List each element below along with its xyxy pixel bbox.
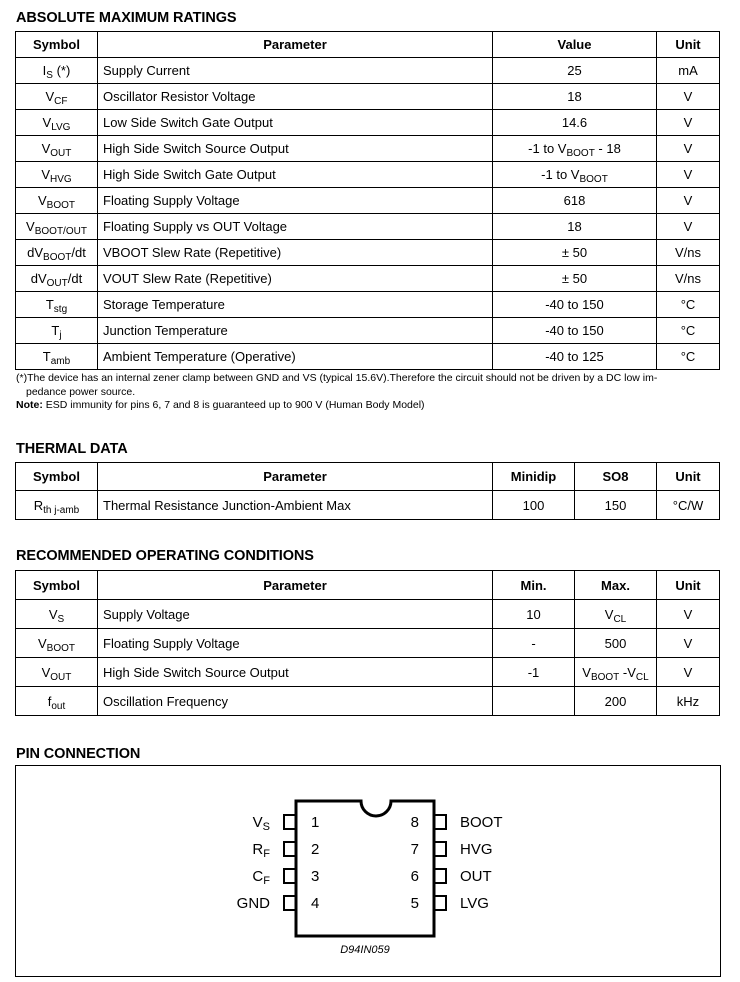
- header-unit: Unit: [657, 32, 720, 58]
- header-symbol: Symbol: [16, 571, 98, 600]
- abs-max-title: ABSOLUTE MAXIMUM RATINGS: [16, 10, 237, 26]
- abs-max-table: [15, 31, 720, 370]
- pin-name: [253, 814, 270, 833]
- max-cell: 200: [575, 687, 657, 716]
- symbol-cell: $V_{OUT}$: [16, 136, 98, 162]
- symbol-cell: $dV_{OUT}/dt$: [16, 266, 98, 292]
- pin-lead: [284, 842, 296, 856]
- unit-cell: V/ns: [657, 266, 720, 292]
- table-row: [16, 292, 720, 318]
- unit-cell: °C/W: [657, 491, 720, 520]
- pin-name: LVG: [460, 895, 489, 912]
- minidip-cell: 100: [493, 491, 575, 520]
- pin-number: 4: [311, 895, 320, 912]
- table-row: [16, 58, 720, 84]
- value-cell: 18: [493, 214, 657, 240]
- pin-lead: [284, 896, 296, 910]
- diagram-code: D94IN059: [340, 944, 390, 956]
- pin-2-left: [252, 841, 319, 860]
- parameter-cell: Floating Supply Voltage: [98, 629, 493, 658]
- parameter-cell: Floating Supply Voltage: [98, 188, 493, 214]
- table-row: [16, 214, 720, 240]
- value-cell: ± 50: [493, 266, 657, 292]
- min-cell: -: [493, 629, 575, 658]
- pin-number: 2: [311, 841, 320, 858]
- table-row: [16, 687, 720, 716]
- parameter-cell: Oscillation Frequency: [98, 687, 493, 716]
- parameter-cell: VBOOT Slew Rate (Repetitive): [98, 240, 493, 266]
- unit-cell: mA: [657, 58, 720, 84]
- value-cell: -40 to 125: [493, 344, 657, 370]
- table-row: [16, 162, 720, 188]
- pin-name: HVG: [460, 841, 493, 858]
- pin-number: 8: [410, 814, 419, 831]
- unit-cell: kHz: [657, 687, 720, 716]
- table-row: [16, 491, 720, 520]
- pin-lead: [434, 896, 446, 910]
- header-minidip: Minidip: [493, 463, 575, 491]
- header-so8: SO8: [575, 463, 657, 491]
- value-cell: -40 to 150: [493, 292, 657, 318]
- symbol-cell: $V_{CF}$: [16, 84, 98, 110]
- value-cell: 618: [493, 188, 657, 214]
- recommended-title: RECOMMENDED OPERATING CONDITIONS: [16, 548, 314, 564]
- table-row: [16, 600, 720, 629]
- footnote-line-2: pedance power source.: [26, 385, 136, 398]
- pin-name: [252, 841, 270, 860]
- pin-name-main: V: [252, 814, 263, 831]
- value-cell: 25: [493, 58, 657, 84]
- symbol-cell: $V_{LVG}$: [16, 110, 98, 136]
- pin-3-left: [252, 868, 319, 887]
- unit-cell: V: [657, 188, 720, 214]
- unit-cell: V: [657, 658, 720, 687]
- symbol-cell: $V_{BOOT}$: [16, 629, 98, 658]
- parameter-cell: Thermal Resistance Junction-Ambient Max: [98, 491, 493, 520]
- table-row: [16, 136, 720, 162]
- value-cell: -1 to $V_{BOOT}$: [493, 162, 657, 188]
- recommended-table: [15, 570, 720, 716]
- header-value: Value: [493, 32, 657, 58]
- pin-7-right: [411, 841, 493, 858]
- recommended-body: [16, 600, 720, 716]
- symbol-cell: $dV_{BOOT}/dt$: [16, 240, 98, 266]
- ic-package-drawing: [16, 766, 720, 976]
- symbol-cell: $V_{BOOT/OUT}$: [16, 214, 98, 240]
- unit-cell: °C: [657, 292, 720, 318]
- pin-6-right: [411, 868, 492, 885]
- pin-name-sub: F: [263, 848, 270, 860]
- min-cell: -1: [493, 658, 575, 687]
- pin-connection-diagram: [15, 765, 721, 977]
- symbol-cell: $V_{BOOT}$: [16, 188, 98, 214]
- parameter-cell: High Side Switch Source Output: [98, 136, 493, 162]
- max-cell: $V_{CL}$: [575, 600, 657, 629]
- abs-max-notes: [16, 372, 728, 413]
- pin-name-sub: F: [263, 875, 270, 887]
- pin-5-right: [411, 895, 489, 912]
- table-row: [16, 318, 720, 344]
- max-cell: $V_{BOOT}$ $-V_{CL}$: [575, 658, 657, 687]
- table-row: [16, 266, 720, 292]
- pin-connection-title: PIN CONNECTION: [16, 746, 141, 762]
- table-row: [16, 84, 720, 110]
- parameter-cell: Supply Voltage: [98, 600, 493, 629]
- table-row: [16, 188, 720, 214]
- symbol-cell: $V_{HVG}$: [16, 162, 98, 188]
- esd-note: [16, 399, 728, 413]
- unit-cell: V/ns: [657, 240, 720, 266]
- parameter-cell: High Side Switch Gate Output: [98, 162, 493, 188]
- parameter-cell: Floating Supply vs OUT Voltage: [98, 214, 493, 240]
- unit-cell: V: [657, 110, 720, 136]
- symbol-cell: $T_{amb}$: [16, 344, 98, 370]
- symbol-cell: $V_S$: [16, 600, 98, 629]
- table-row: [16, 110, 720, 136]
- unit-cell: V: [657, 600, 720, 629]
- pin-name: [237, 895, 271, 912]
- unit-cell: V: [657, 629, 720, 658]
- pin-number: 7: [410, 841, 419, 858]
- table-row: [16, 629, 720, 658]
- unit-cell: °C: [657, 318, 720, 344]
- header-max: Max.: [575, 571, 657, 600]
- note-label: Note:: [16, 399, 43, 411]
- pin-8-right: [411, 814, 503, 831]
- pin-name-main: R: [252, 841, 264, 858]
- table-row: [16, 240, 720, 266]
- symbol-cell: $R_{th j-amb}$: [16, 491, 98, 520]
- table-header-row: [16, 463, 720, 491]
- pin-name: [252, 868, 270, 887]
- table-header-row: [16, 32, 720, 58]
- pins-group: [237, 814, 503, 912]
- parameter-cell: Supply Current: [98, 58, 493, 84]
- pin-lead: [434, 869, 446, 883]
- header-symbol: Symbol: [16, 463, 98, 491]
- value-cell: ± 50: [493, 240, 657, 266]
- unit-cell: V: [657, 162, 720, 188]
- header-unit: Unit: [657, 463, 720, 491]
- pin-number: 6: [410, 868, 419, 885]
- pin-name-main: C: [252, 868, 264, 885]
- header-parameter: Parameter: [98, 32, 493, 58]
- thermal-table: [15, 462, 720, 520]
- parameter-cell: Junction Temperature: [98, 318, 493, 344]
- so8-cell: 150: [575, 491, 657, 520]
- unit-cell: V: [657, 136, 720, 162]
- table-header-row: [16, 571, 720, 600]
- value-cell: -40 to 150: [493, 318, 657, 344]
- pin-number: 1: [311, 814, 320, 831]
- max-cell: 500: [575, 629, 657, 658]
- pin-name: OUT: [460, 868, 492, 885]
- min-cell: 10: [493, 600, 575, 629]
- unit-cell: °C: [657, 344, 720, 370]
- abs-max-body: [16, 58, 720, 370]
- symbol-cell: $V_{OUT}$: [16, 658, 98, 687]
- pin-lead: [284, 869, 296, 883]
- pin-lead: [284, 815, 296, 829]
- unit-cell: V: [657, 84, 720, 110]
- pin-4-left: [237, 895, 320, 912]
- header-symbol: Symbol: [16, 32, 98, 58]
- min-cell: [493, 687, 575, 716]
- unit-cell: V: [657, 214, 720, 240]
- symbol-cell: $T_{stg}$: [16, 292, 98, 318]
- symbol-cell: $I_S$ (*): [16, 58, 98, 84]
- pin-number: 5: [410, 895, 419, 912]
- pin-lead: [434, 842, 446, 856]
- value-cell: -1 to $V_{BOOT} - 18$: [493, 136, 657, 162]
- pin-name: BOOT: [460, 814, 503, 831]
- header-parameter: Parameter: [98, 571, 493, 600]
- header-unit: Unit: [657, 571, 720, 600]
- table-row: [16, 658, 720, 687]
- pin-1-left: [253, 814, 320, 833]
- parameter-cell: Oscillator Resistor Voltage: [98, 84, 493, 110]
- note-text: ESD immunity for pins 6, 7 and 8 is guaranteed up to 900 V (Human Body Model): [42, 399, 425, 411]
- pin-number: 3: [311, 868, 320, 885]
- symbol-cell: $T_j$: [16, 318, 98, 344]
- header-min: Min.: [493, 571, 575, 600]
- table-row: [16, 344, 720, 370]
- parameter-cell: High Side Switch Source Output: [98, 658, 493, 687]
- value-cell: 14.6: [493, 110, 657, 136]
- footnote-line-1: (*)The device has an internal zener clamp between GND and VS (typical 15.6V).Therefore the circuit should not be driven by a DC low im-: [16, 372, 658, 384]
- parameter-cell: Ambient Temperature (Operative): [98, 344, 493, 370]
- pin-lead: [434, 815, 446, 829]
- parameter-cell: Low Side Switch Gate Output: [98, 110, 493, 136]
- header-parameter: Parameter: [98, 463, 493, 491]
- pin-name-main: GND: [236, 895, 270, 912]
- value-cell: 18: [493, 84, 657, 110]
- symbol-cell: $f_{out}$: [16, 687, 98, 716]
- footnote: [16, 372, 728, 399]
- parameter-cell: VOUT Slew Rate (Repetitive): [98, 266, 493, 292]
- parameter-cell: Storage Temperature: [98, 292, 493, 318]
- pin-name-sub: S: [262, 821, 270, 833]
- thermal-title: THERMAL DATA: [16, 441, 128, 457]
